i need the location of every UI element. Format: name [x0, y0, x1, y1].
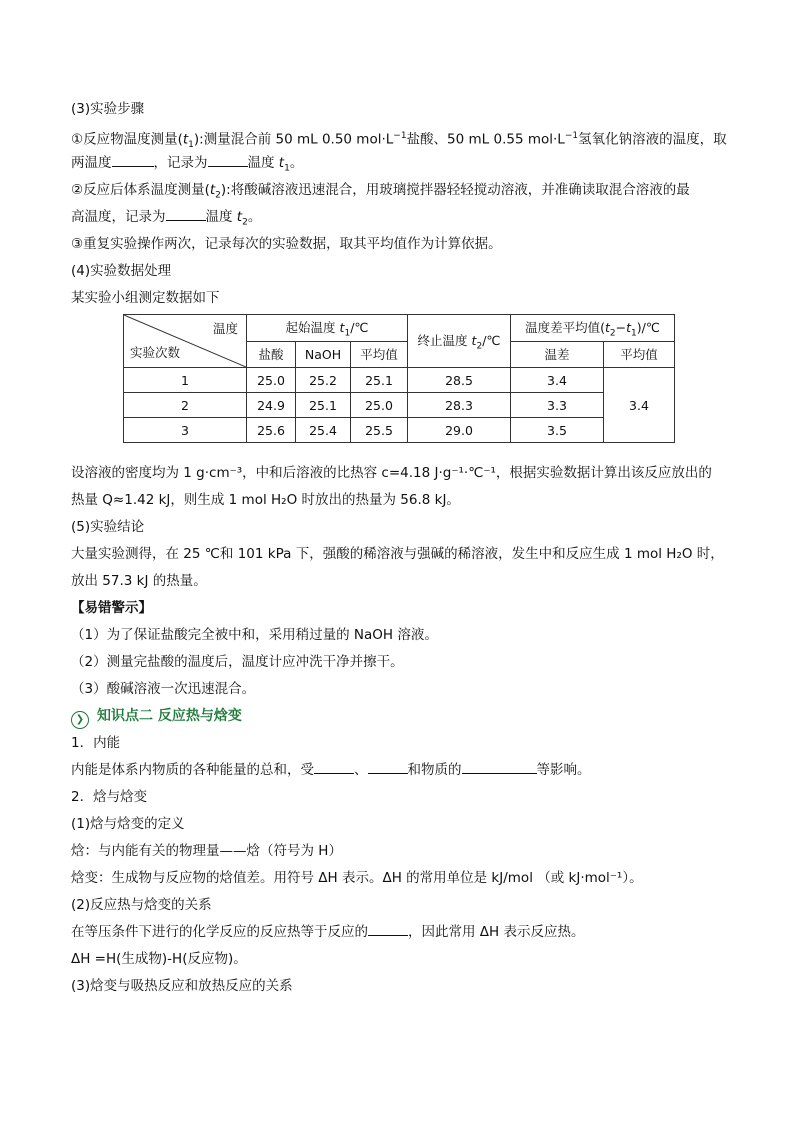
fill-blank[interactable]: [166, 206, 206, 221]
calc-line-2: 热量 Q≈1.42 kJ，则生成 1 mol H₂O 时放出的热量为 56.8 kJ。: [71, 492, 460, 508]
heading-2: 2．焓与焓变: [71, 789, 148, 805]
enthalpy-definition: 焓：与内能有关的物理量——焓（符号为 H）: [71, 843, 342, 859]
section-5-title: (5)实验结论: [71, 519, 145, 535]
fill-blank[interactable]: [368, 921, 408, 936]
step-1-line-2: 两温度 ，记录为 温度 $t_1$。: [71, 150, 726, 177]
subheading-2-3: (3)焓变与吸热反应和放热反应的关系: [71, 978, 293, 994]
subheading-2-1: (1)焓与焓变的定义: [71, 816, 185, 832]
step-2-line-2: 高温度，记录为 温度 $t_2$。: [71, 204, 726, 231]
subheader-diff: 温差: [511, 341, 604, 368]
data-table: [123, 314, 675, 443]
conclusion-line-2: 放出 57.3 kJ 的热量。: [71, 573, 207, 589]
fill-blank[interactable]: [368, 759, 408, 774]
fill-blank[interactable]: [112, 152, 154, 167]
fill-blank[interactable]: [462, 759, 537, 774]
header-start-temp: 起始温度 $t_1/℃$: [247, 315, 408, 342]
enthalpy-change-definition: 焓变：生成物与反应物的焓值差。用符号 ΔH 表示。ΔH 的常用单位是 kJ/mol （或 kJ·mol⁻¹）。: [71, 870, 643, 886]
subheader-naoh: NaOH: [296, 341, 351, 368]
fill-blank[interactable]: [314, 759, 354, 774]
heading-1: 1．内能: [71, 735, 121, 751]
document-page: [71, 96, 726, 1000]
subheader-avg2: 平均值: [604, 341, 675, 368]
section-4-intro: 某实验小组测定数据如下: [71, 290, 220, 306]
internal-energy-text: 内能是体系内物质的各种能量的总和，受 、 和物质的 等影响。: [71, 757, 726, 784]
overall-average: 3.4: [604, 368, 675, 443]
subheader-avg: 平均值: [351, 341, 408, 368]
warning-1: （1）为了保证盐酸完全被中和，采用稍过量的 NaOH 溶液。: [71, 627, 438, 643]
conclusion-line-1: 大量实验测得，在 25 ℃和 101 kPa 下，强酸的稀溶液与强碱的稀溶液，发生中和反应生成 1 mol H₂O 时，: [71, 546, 724, 562]
fill-blank[interactable]: [208, 152, 248, 167]
header-temp-diff: 温度差平均值$(t_2-t_1)/℃$: [511, 315, 675, 342]
section-3-title: (3)实验步骤: [71, 101, 145, 117]
warning-3: （3）酸碱溶液一次迅速混合。: [71, 681, 256, 697]
table-row: 1 25.0 25.2 25.1 28.5 3.4 3.4: [124, 368, 675, 393]
calc-line-1: 设溶液的密度均为 1 g·cm⁻³，中和后溶液的比热容 c=4.18 J·g⁻¹·℃⁻¹，根据实验数据计算出该反应放出的: [71, 465, 712, 481]
warning-2: （2）测量完盐酸的温度后，温度计应冲洗干净并擦干。: [71, 654, 404, 670]
diagonal-header: 温度 实验次数: [124, 315, 246, 367]
formula: ΔH =H(生成物)-H(反应物)。: [71, 951, 247, 967]
warning-title: 【易错警示】: [71, 600, 152, 616]
chevron-right-icon: ❯: [71, 711, 89, 729]
knowledge-point-2-title: ❯ 知识点二 反应热与焓变: [71, 703, 726, 730]
step-1-line-1: ①反应物温度测量$(t_1)$:测量混合前 50 mL 0.50 $mol\cdot L^{-1}$盐酸、50 mL 0.55 $mol\cdot L^{-1}$氢氧化钠溶液的温度，取: [71, 131, 727, 151]
table-row: 3 25.6 25.4 25.5 29.0 3.5: [124, 418, 675, 443]
subheader-hcl: 盐酸: [247, 341, 296, 368]
step-3: ③重复实验操作两次，记录每次的实验数据，取其平均值作为计算依据。: [71, 236, 502, 252]
table-row: 2 24.9 25.1 25.0 28.3 3.3: [124, 393, 675, 418]
subheading-2-2: (2)反应热与焓变的关系: [71, 897, 212, 913]
step-2-line-1: ②反应后体系温度测量$(t_2)$:将酸碱溶液迅速混合，用玻璃搅拌器轻轻搅动溶液，并准确读取混合溶液的最: [71, 182, 690, 201]
relation-text: 在等压条件下进行的化学反应的反应热等于反应的 ，因此常用 ΔH 表示反应热。: [71, 919, 726, 946]
section-4-title: (4)实验数据处理: [71, 263, 172, 279]
header-end-temp: 终止温度 $t_2/℃$: [408, 315, 511, 368]
